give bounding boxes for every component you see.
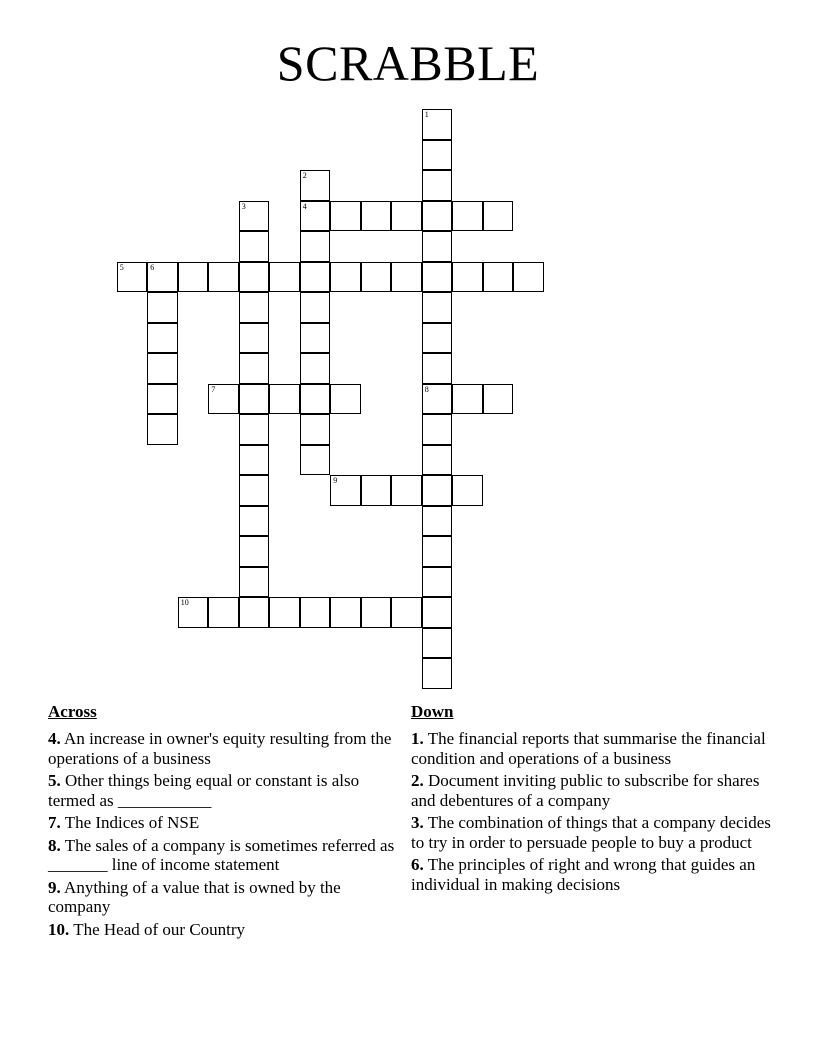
across-clue-list	[48, 729, 400, 939]
clue-number-label: 4	[302, 201, 307, 211]
grid-cell[interactable]	[239, 323, 270, 354]
clue-text: Other things being equal or constant is also termed as ___________	[48, 771, 360, 810]
grid-cell[interactable]	[239, 475, 270, 506]
clue-number: 10.	[48, 919, 70, 939]
clue-number-label: 10	[180, 598, 189, 608]
grid-cell[interactable]	[239, 262, 270, 293]
grid-cell[interactable]	[178, 262, 209, 293]
grid-cell[interactable]	[452, 384, 483, 415]
grid-cell[interactable]	[452, 262, 483, 293]
grid-cell[interactable]	[117, 262, 148, 293]
grid-cell[interactable]	[422, 445, 453, 476]
clue-number-label: 3	[241, 201, 246, 211]
clue-item	[411, 813, 781, 852]
grid-cell[interactable]	[513, 262, 544, 293]
clue-text: An increase in owner's equity resulting from the operations of a business	[48, 729, 392, 768]
clue-text: Document inviting public to subscribe for shares and debentures of a company	[411, 771, 760, 810]
grid-cell[interactable]	[422, 506, 453, 537]
grid-cell[interactable]	[422, 170, 453, 201]
clue-number: 7.	[48, 813, 61, 832]
clue-number: 4.	[48, 729, 61, 748]
grid-cell[interactable]	[422, 231, 453, 262]
grid-cell[interactable]	[147, 292, 178, 323]
grid-cell[interactable]	[239, 292, 270, 323]
grid-cell[interactable]	[422, 109, 453, 140]
clue-item	[48, 729, 400, 768]
grid-cell[interactable]	[300, 597, 331, 628]
clue-number-label: 8	[424, 384, 429, 394]
clue-item	[48, 878, 400, 917]
across-clues-section	[48, 702, 400, 942]
grid-cell[interactable]	[422, 140, 453, 171]
grid-cell[interactable]	[361, 597, 392, 628]
clue-text: The financial reports that summarise the financial condition and operations of a business	[411, 729, 766, 768]
grid-cell[interactable]	[452, 201, 483, 232]
grid-cell[interactable]	[300, 170, 331, 201]
clue-text: The sales of a company is sometimes referred as _______ line of income statement	[48, 835, 395, 874]
grid-cell[interactable]	[147, 414, 178, 445]
grid-cell[interactable]	[422, 414, 453, 445]
grid-cell[interactable]	[422, 628, 453, 659]
grid-cell[interactable]	[330, 475, 361, 506]
grid-cell[interactable]	[330, 201, 361, 232]
clue-number: 8.	[48, 835, 61, 855]
grid-cell[interactable]	[483, 201, 514, 232]
grid-cell[interactable]	[147, 323, 178, 354]
grid-cell[interactable]	[361, 201, 392, 232]
clue-number: 9.	[48, 877, 61, 897]
clue-number-label: 6	[150, 262, 155, 272]
clue-item	[48, 836, 400, 875]
grid-cell[interactable]	[330, 384, 361, 415]
grid-cell[interactable]	[300, 384, 331, 415]
down-clues-section	[411, 702, 781, 897]
grid-cell[interactable]	[300, 445, 331, 476]
grid-cell[interactable]	[422, 353, 453, 384]
grid-cell[interactable]	[300, 201, 331, 232]
across-heading: Across	[48, 702, 97, 721]
grid-cell[interactable]	[269, 384, 300, 415]
grid-cell[interactable]	[452, 475, 483, 506]
grid-cell[interactable]	[239, 597, 270, 628]
grid-cell[interactable]	[208, 262, 239, 293]
clue-number-label: 5	[119, 262, 124, 272]
clue-item	[48, 813, 400, 833]
grid-cell[interactable]	[300, 231, 331, 262]
clue-text: The Indices of NSE	[60, 813, 200, 832]
clue-number-label: 1	[424, 110, 429, 120]
grid-cell[interactable]	[422, 567, 453, 598]
clue-number-label: 9	[333, 476, 338, 486]
grid-cell[interactable]	[239, 353, 270, 384]
grid-cell[interactable]	[422, 323, 453, 354]
page-title: SCRABBLE	[276, 35, 540, 91]
clue-number: 1.	[411, 729, 424, 748]
grid-cell[interactable]	[239, 536, 270, 567]
grid-cell[interactable]	[300, 292, 331, 323]
grid-cell[interactable]	[422, 292, 453, 323]
grid-cell[interactable]	[300, 262, 331, 293]
clue-number: 6.	[411, 855, 424, 874]
clue-text: The principles of right and wrong that guides an individual in making decisions	[411, 855, 756, 894]
down-heading: Down	[411, 702, 454, 721]
grid-cell[interactable]	[422, 384, 453, 415]
grid-cell[interactable]	[239, 231, 270, 262]
grid-cell[interactable]	[178, 597, 209, 628]
grid-cell[interactable]	[391, 262, 422, 293]
grid-cell[interactable]	[239, 567, 270, 598]
clue-number-label: 2	[302, 171, 307, 181]
clue-number: 5.	[48, 771, 61, 790]
clue-item	[48, 920, 400, 940]
clue-item	[411, 729, 781, 768]
grid-cell[interactable]	[300, 353, 331, 384]
clue-item	[411, 771, 781, 810]
grid-cell[interactable]	[422, 536, 453, 567]
clue-number: 3.	[411, 813, 424, 832]
grid-cell[interactable]	[147, 384, 178, 415]
down-clue-list	[411, 729, 781, 894]
grid-cell[interactable]	[422, 597, 453, 628]
grid-cell[interactable]	[361, 262, 392, 293]
grid-cell[interactable]	[269, 262, 300, 293]
clue-number: 2.	[411, 771, 424, 790]
clue-item	[48, 771, 400, 810]
grid-cell[interactable]	[483, 262, 514, 293]
clue-number-label: 7	[211, 384, 216, 394]
clue-text: The combination of things that a company decides to try in order to persuade people to buy a product	[411, 813, 771, 852]
grid-cell[interactable]	[422, 201, 453, 232]
clue-item	[411, 855, 781, 894]
clue-text: Anything of a value that is owned by the company	[48, 877, 341, 916]
grid-cell[interactable]	[300, 323, 331, 354]
grid-cell[interactable]	[239, 414, 270, 445]
grid-cell[interactable]	[422, 262, 453, 293]
grid-cell[interactable]	[239, 506, 270, 537]
grid-cell[interactable]	[391, 597, 422, 628]
grid-cell[interactable]	[300, 414, 331, 445]
grid-cell[interactable]	[269, 597, 300, 628]
grid-cell[interactable]	[239, 201, 270, 232]
grid-cell[interactable]	[391, 475, 422, 506]
grid-cell[interactable]	[147, 262, 178, 293]
grid-cell[interactable]	[239, 445, 270, 476]
grid-cell[interactable]	[483, 384, 514, 415]
clue-text: The Head of our Country	[69, 919, 246, 939]
grid-cell[interactable]	[330, 262, 361, 293]
grid-cell[interactable]	[422, 658, 453, 689]
grid-cell[interactable]	[391, 201, 422, 232]
grid-cell[interactable]	[208, 597, 239, 628]
grid-cell[interactable]	[208, 384, 239, 415]
grid-cell[interactable]	[422, 475, 453, 506]
grid-cell[interactable]	[147, 353, 178, 384]
grid-cell[interactable]	[239, 384, 270, 415]
grid-cell[interactable]	[361, 475, 392, 506]
grid-cell[interactable]	[330, 597, 361, 628]
